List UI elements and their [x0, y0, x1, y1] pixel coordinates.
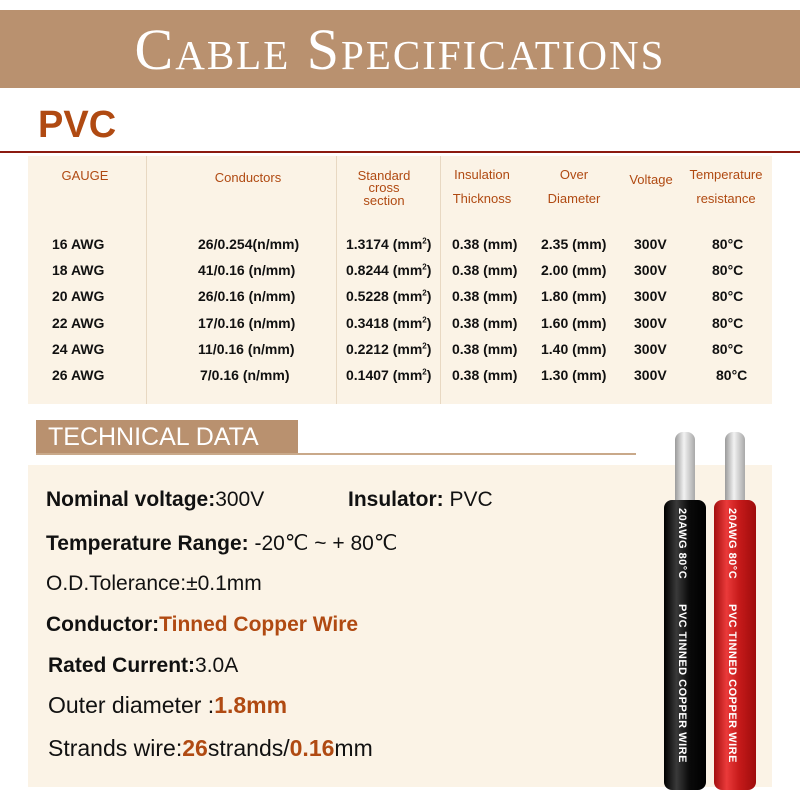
- spec-table: [28, 156, 772, 404]
- strands-line: [48, 735, 373, 762]
- cell-gauge: 26 AWG: [52, 367, 105, 383]
- cross-section-value: 0.2212 (mm: [346, 341, 423, 357]
- black-wire-print-top: 20AWG 80°C: [676, 508, 688, 580]
- cross-section-value: 1.3174 (mm: [346, 236, 423, 252]
- insulator-value: PVC: [443, 488, 493, 511]
- header-diameter-line: Diameter: [547, 191, 601, 206]
- tolerance-value: ±0.1mm: [186, 572, 262, 595]
- header-temperature: [682, 167, 770, 206]
- unit-superscript: 2: [422, 367, 427, 377]
- unit-superscript: 2: [422, 288, 427, 298]
- cross-section-value: 0.3418 (mm: [346, 315, 423, 331]
- cell-temperature: 80°C: [712, 236, 744, 252]
- column-divider: [146, 156, 147, 404]
- current-value: 3.0A: [195, 654, 239, 677]
- cell-voltage: 300V: [634, 236, 667, 252]
- cell-temperature: 80°C: [712, 315, 744, 331]
- header-voltage: Voltage: [629, 172, 673, 187]
- cross-section-value: 0.5228 (mm: [346, 288, 423, 304]
- current-label: Rated Current:: [48, 654, 196, 677]
- cell-gauge: 18 AWG: [52, 262, 105, 278]
- header-cross-section-line: section: [363, 193, 405, 208]
- cell-gauge: 20 AWG: [52, 288, 105, 304]
- cell-cross-section: [346, 236, 431, 252]
- conductor-value: Tinned Copper Wire: [159, 613, 359, 636]
- temperature-line: [46, 531, 397, 556]
- strands-count: 26: [182, 735, 208, 761]
- cell-diameter: 1.40 (mm): [541, 341, 607, 357]
- cell-gauge: 22 AWG: [52, 315, 105, 331]
- cell-insulation: 0.38 (mm): [452, 367, 518, 383]
- header-cross-section: [336, 168, 432, 208]
- cell-conductors: 7/0.16 (n/mm): [200, 367, 290, 383]
- nominal-voltage-label: Nominal voltage:: [46, 488, 216, 511]
- unit-close: ): [426, 367, 432, 383]
- header-diameter-line: Over: [559, 167, 589, 182]
- cell-cross-section: [346, 262, 431, 278]
- header-temperature-line: Temperature: [689, 167, 763, 182]
- unit-close: ): [426, 315, 432, 331]
- outer-diameter-value: 1.8mm: [214, 692, 288, 718]
- header-diameter: [532, 167, 616, 206]
- unit-superscript: 2: [422, 341, 427, 351]
- technical-divider: [36, 453, 636, 455]
- cell-insulation: 0.38 (mm): [452, 341, 518, 357]
- nominal-voltage-line: [46, 488, 264, 512]
- cell-voltage: 300V: [634, 288, 667, 304]
- cell-insulation: 0.38 (mm): [452, 315, 518, 331]
- black-wire-print-bottom: PVC TINNED COPPER WIRE: [676, 604, 688, 763]
- header-insulation-line: Insulation: [454, 167, 510, 182]
- cell-diameter: 2.35 (mm): [541, 236, 607, 252]
- unit-superscript: 2: [422, 236, 427, 246]
- header-conductors: Conductors: [214, 170, 282, 185]
- strands-label: Strands wire:: [48, 735, 183, 761]
- temperature-value: -20℃ ~ + 80℃: [248, 532, 398, 555]
- outer-diameter-label: Outer diameter :: [48, 692, 215, 718]
- conductor-label: Conductor:: [46, 613, 160, 636]
- cell-cross-section: [346, 315, 431, 331]
- cell-temperature: 80°C: [716, 367, 748, 383]
- unit-close: ): [426, 341, 432, 357]
- cross-section-value: 0.8244 (mm: [346, 262, 423, 278]
- unit-close: ): [426, 236, 432, 252]
- header-insulation: [440, 167, 524, 206]
- conductor-line: [46, 613, 358, 637]
- cell-diameter: 1.60 (mm): [541, 315, 607, 331]
- cell-insulation: 0.38 (mm): [452, 236, 518, 252]
- cell-cross-section: [346, 341, 431, 357]
- pvc-section-title: PVC: [38, 104, 117, 146]
- temperature-label: Temperature Range:: [46, 532, 249, 555]
- outer-diameter-line: [48, 692, 287, 719]
- tolerance-label: O.D.Tolerance:: [46, 572, 187, 595]
- red-wire-print-bottom: PVC TINNED COPPER WIRE: [726, 604, 738, 763]
- cell-temperature: 80°C: [712, 262, 744, 278]
- tolerance-line: [46, 572, 262, 596]
- header-cross-section-line: cross: [368, 180, 400, 195]
- page-title: Cable Specifications: [134, 16, 666, 82]
- cell-temperature: 80°C: [712, 341, 744, 357]
- cross-section-value: 0.1407 (mm: [346, 367, 423, 383]
- cell-voltage: 300V: [634, 367, 667, 383]
- cell-cross-section: [346, 288, 431, 304]
- unit-close: ): [426, 262, 432, 278]
- header-temperature-line: resistance: [696, 191, 756, 206]
- insulator-line: [348, 488, 493, 512]
- red-wire-print-top: 20AWG 80°C: [726, 508, 738, 580]
- cell-diameter: 1.30 (mm): [541, 367, 607, 383]
- header-banner: [0, 10, 800, 88]
- insulator-label: Insulator:: [348, 488, 444, 511]
- cell-diameter: 2.00 (mm): [541, 262, 607, 278]
- cell-conductors: 11/0.16 (n/mm): [198, 341, 295, 357]
- cell-diameter: 1.80 (mm): [541, 288, 607, 304]
- pvc-divider: [0, 151, 800, 153]
- cell-voltage: 300V: [634, 262, 667, 278]
- unit-superscript: 2: [422, 262, 427, 272]
- header-cross-section-line: Standard: [357, 168, 411, 183]
- strands-size: 0.16: [289, 735, 335, 761]
- cell-conductors: 17/0.16 (n/mm): [198, 315, 296, 331]
- cell-insulation: 0.38 (mm): [452, 262, 518, 278]
- unit-superscript: 2: [422, 315, 427, 325]
- cell-insulation: 0.38 (mm): [452, 288, 518, 304]
- cell-cross-section: [346, 367, 431, 383]
- cell-gauge: 24 AWG: [52, 341, 105, 357]
- cell-conductors: 26/0.254(n/mm): [198, 236, 300, 252]
- header-insulation-line: Thicknoss: [452, 191, 512, 206]
- strands-unit: mm: [334, 735, 373, 761]
- cell-gauge: 16 AWG: [52, 236, 105, 252]
- header-gauge: GAUGE: [61, 168, 109, 183]
- current-line: [48, 654, 238, 678]
- cell-conductors: 41/0.16 (n/mm): [198, 262, 296, 278]
- technical-title: TECHNICAL DATA: [36, 420, 298, 454]
- cell-voltage: 300V: [634, 341, 667, 357]
- cell-temperature: 80°C: [712, 288, 744, 304]
- unit-close: ): [426, 288, 432, 304]
- cell-conductors: 26/0.16 (n/mm): [198, 288, 296, 304]
- cell-voltage: 300V: [634, 315, 667, 331]
- strands-word: strands/: [207, 735, 290, 761]
- nominal-voltage-value: 300V: [215, 488, 265, 511]
